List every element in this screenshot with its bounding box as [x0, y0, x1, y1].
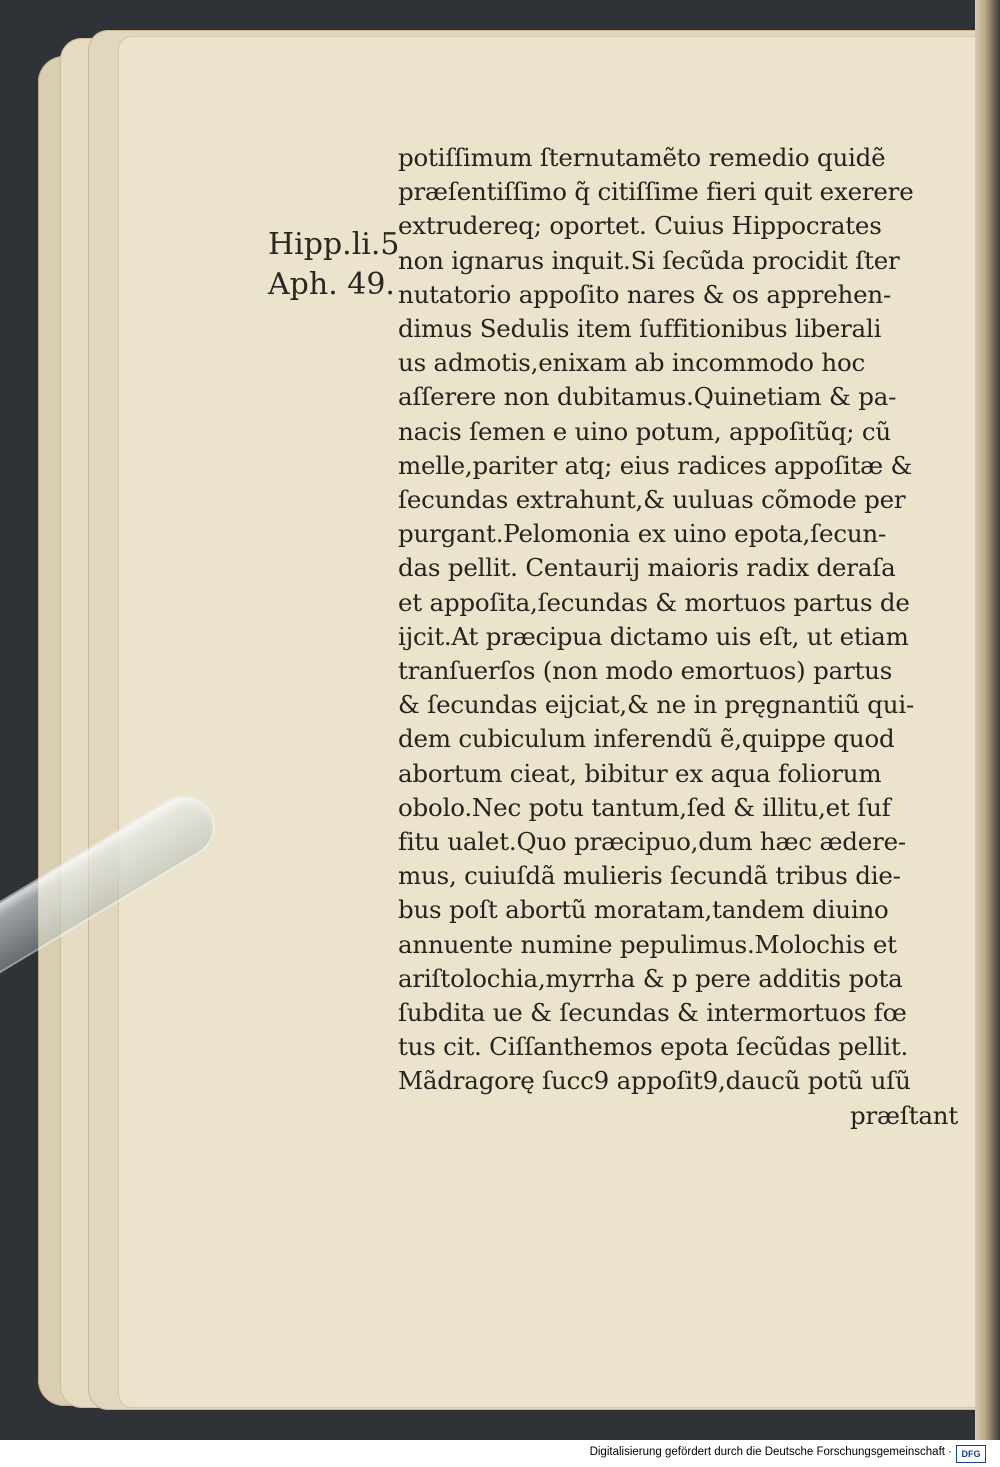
text-line: tranſuerſos (non modo emortuos) partus [398, 656, 893, 686]
text-line: annuente numine pepulimus.Molochis et [398, 929, 897, 959]
text-line: dem cubiculum inferendũ ẽ,quippe quod [398, 724, 895, 754]
text-line: purgant.Pelomonia ex uino epota,ſecun- [398, 519, 887, 549]
text-line: mus, cuiuſdã mulieris ſecundã tribus die- [398, 861, 901, 891]
text-line: ſecundas extrahunt,& uuluas cõmode per [398, 485, 906, 515]
text-line: abortum cieat, bibitur ex aqua foliorum [398, 758, 882, 788]
dfg-logo: DFG [956, 1445, 986, 1463]
text-line: præſentiſſimo q̃ citiſſime fieri quit exerere [398, 177, 914, 207]
text-line: potiſſimum ſternutamẽto remedio quidẽ [398, 143, 886, 172]
marginal-note [268, 225, 398, 305]
text-line: das pellit. Centaurij maioris radix deraſa [398, 553, 896, 583]
text-line: melle,pariter atq; eius radices appoſitæ & [398, 450, 913, 480]
text-line: et appoſita,ſecundas & mortuos partus de [398, 587, 910, 617]
funding-credit: Digitalisierung gefördert durch die Deutsche Forschungsgemeinschaft · [589, 1446, 952, 1458]
footer-bar [0, 1440, 1000, 1467]
text-line: bus poſt abortũ moratam,tandem diuino [398, 895, 889, 925]
text-line: ariſtolochia,myrrha & p pere additis pota [398, 963, 903, 993]
text-line: dimus Sedulis item ſuffitionibus liberali [398, 314, 882, 344]
book-spine [975, 0, 1000, 1440]
marginal-note-line: Aph. 49. [268, 267, 395, 302]
text-line: obolo.Nec potu tantum,ſed & illitu,et ſuf [398, 792, 891, 822]
body-text [398, 141, 958, 1133]
text-line: & ſecundas eijciat,& ne in pręgnantiũ qui- [398, 690, 915, 720]
text-line: non ignarus inquit.Si ſecũda procidit ſter [398, 245, 900, 275]
text-line: nutatorio appoſito nares & os apprehen- [398, 279, 892, 309]
text-line: aſſerere non dubitamus.Quinetiam & pa- [398, 382, 897, 412]
text-line: us admotis,enixam ab incommodo hoc [398, 348, 866, 378]
text-line: Mãdragorę ſucc9 appoſit9,daucũ potũ uſũ [398, 1066, 911, 1096]
text-line: extrudereq; oportet. Cuius Hippocrates [398, 211, 882, 241]
catchword: præſtant [850, 1100, 958, 1130]
marginal-note-line: Hipp.li.5 [268, 227, 400, 262]
text-line: fitu ualet.Quo præcipuo,dum hæc ædere- [398, 827, 906, 857]
text-line: ſubdita ue & ſecundas & intermortuos fœ [398, 998, 907, 1028]
text-line: tus cit. Ciſſanthemos epota ſecũdas pellit. [398, 1032, 909, 1062]
text-line: ijcit.At præcipua dictamo uis eſt, ut etiam [398, 621, 909, 651]
text-line: nacis ſemen e uino potum, appoſitũq; cũ [398, 416, 891, 446]
